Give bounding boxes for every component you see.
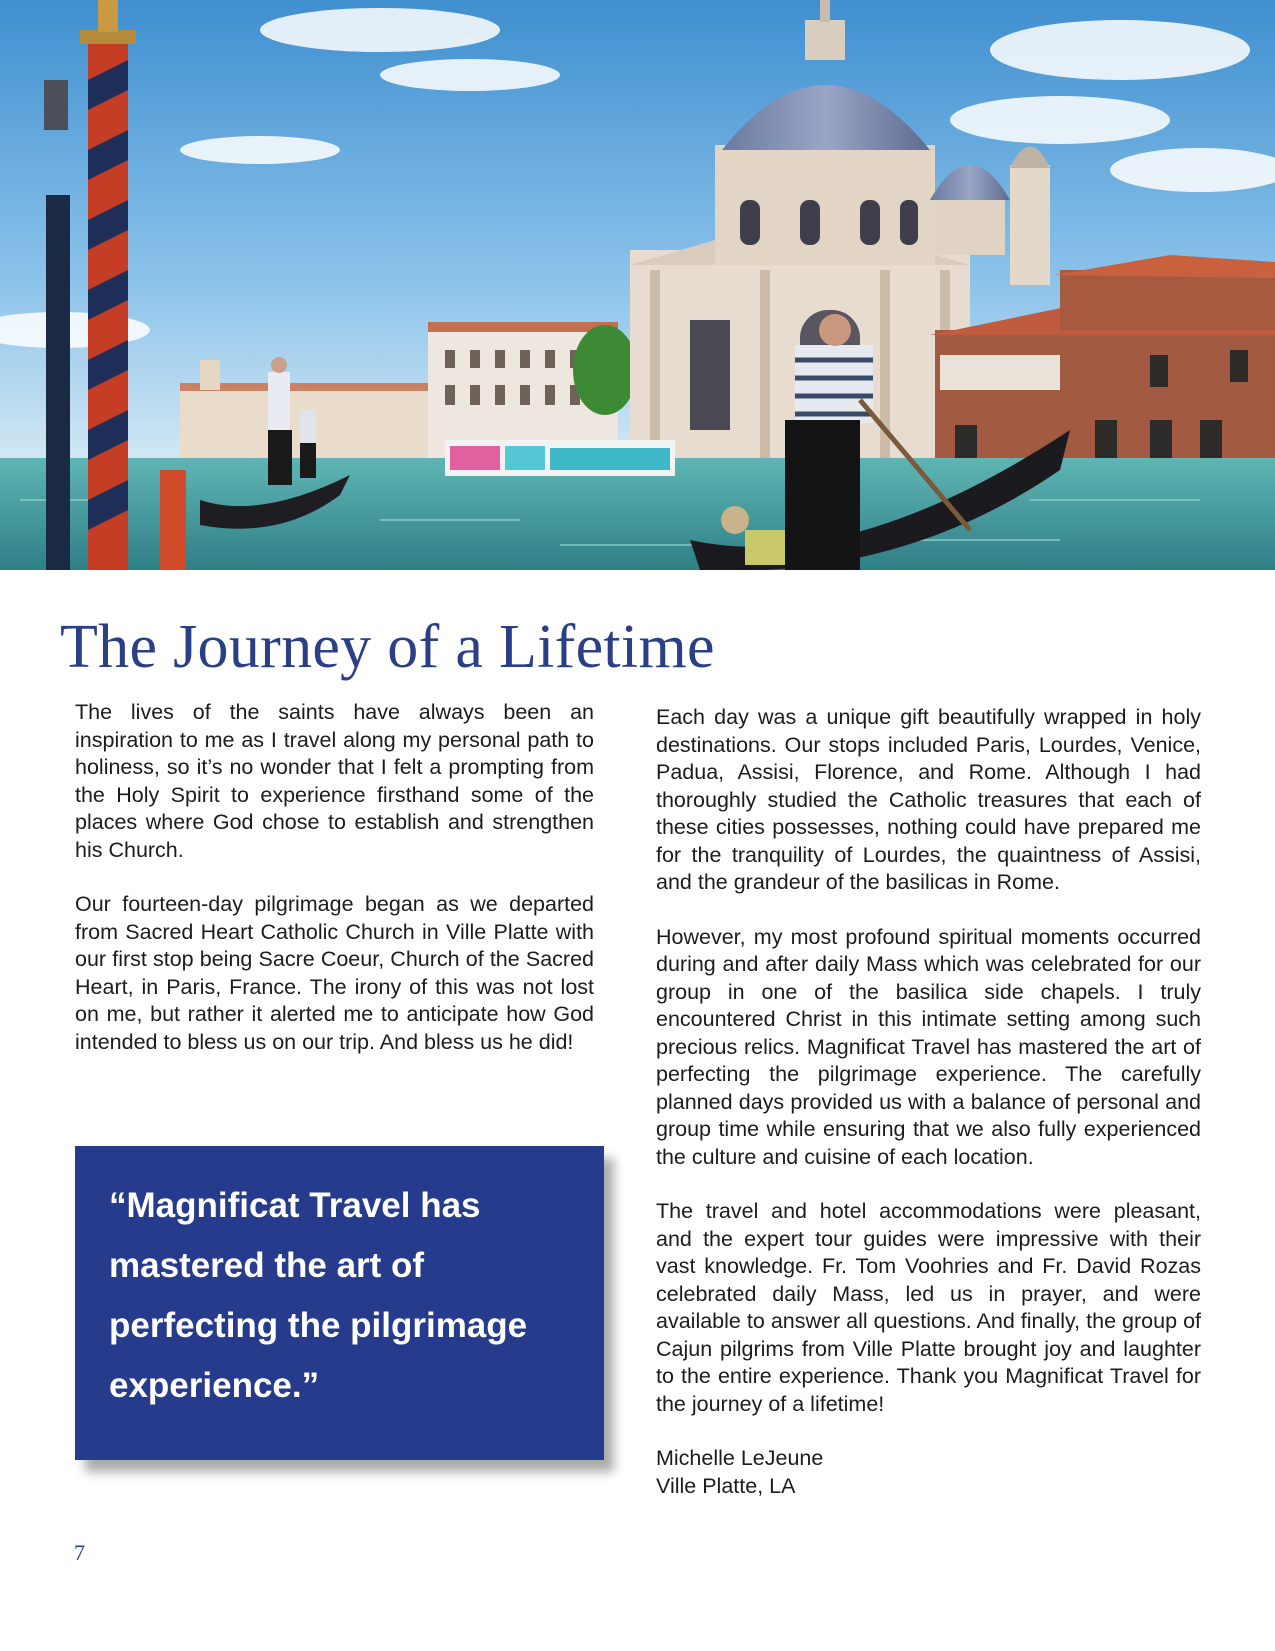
paragraph: Our fourteen-day pilgrimage began as we departed from Sacred Heart Catholic Church in Ville Platte with our first stop being Sacre Coeur, Church of the Sacred Heart, in Paris, France. The irony of this was not lost on me, but rather it alerted me to anticipate how God intended to bless us on our trip. And bless us he did! xyxy=(75,892,594,1054)
left-column xyxy=(75,699,594,1083)
pull-quote-box xyxy=(75,1146,604,1460)
author-name: Michelle LeJeune xyxy=(656,1446,824,1470)
venice-grand-canal-photo xyxy=(0,0,1275,570)
author-signature xyxy=(656,1445,1201,1500)
paragraph: The lives of the saints have always been an inspiration to me as I travel along my personal path to holiness, so it’s no wonder that I felt a prompting from the Holy Spirit to experience firsthand some of the places where God chose to establish and strengthen his Church. xyxy=(75,700,594,862)
paragraph: However, my most profound spiritual moments occurred during and after daily Mass which was celebrated for our group in one of the basilica side chapels. I truly encountered Christ in this intimate setting among such precious relics. Magnificat Travel has mastered the art of perfecting the pilgrimage experience. The carefully planned days provided us with a balance of personal and group time while ensuring that we also fully experienced the culture and cuisine of each location. xyxy=(656,924,1201,1169)
article-title: The Journey of a Lifetime xyxy=(60,613,715,681)
pull-quote-text: “Magnificat Travel has mastered the art of perfecting the pilgrimage experience.” xyxy=(109,1186,528,1405)
paragraph: Each day was a unique gift beautifully wrapped in holy destinations. Our stops included Paris, Lourdes, Venice, Padua, Assisi, Florence, and Rome. Although I had thoroughly studied the Catholic treasures that each of these cities possesses, nothing could have prepared me for the tranquility of Lourdes, the quaintness of Assisi, and the grandeur of the basilicas in Rome. xyxy=(656,705,1201,894)
right-column xyxy=(656,704,1201,1500)
page-number: 7 xyxy=(74,1540,85,1565)
paragraph: The travel and hotel accommodations were pleasant, and the expert tour guides were impressive with their vast knowledge. Fr. Tom Voohries and Fr. David Rozas celebrated daily Mass, led us in prayer, and were available to answer all questions. And finally, the group of Cajun pilgrims from Ville Platte brought joy and laughter to the entire experience. Thank you Magnificat Travel for the journey of a lifetime! xyxy=(656,1199,1201,1416)
hero-image xyxy=(0,0,1275,570)
author-location: Ville Platte, LA xyxy=(656,1473,796,1498)
